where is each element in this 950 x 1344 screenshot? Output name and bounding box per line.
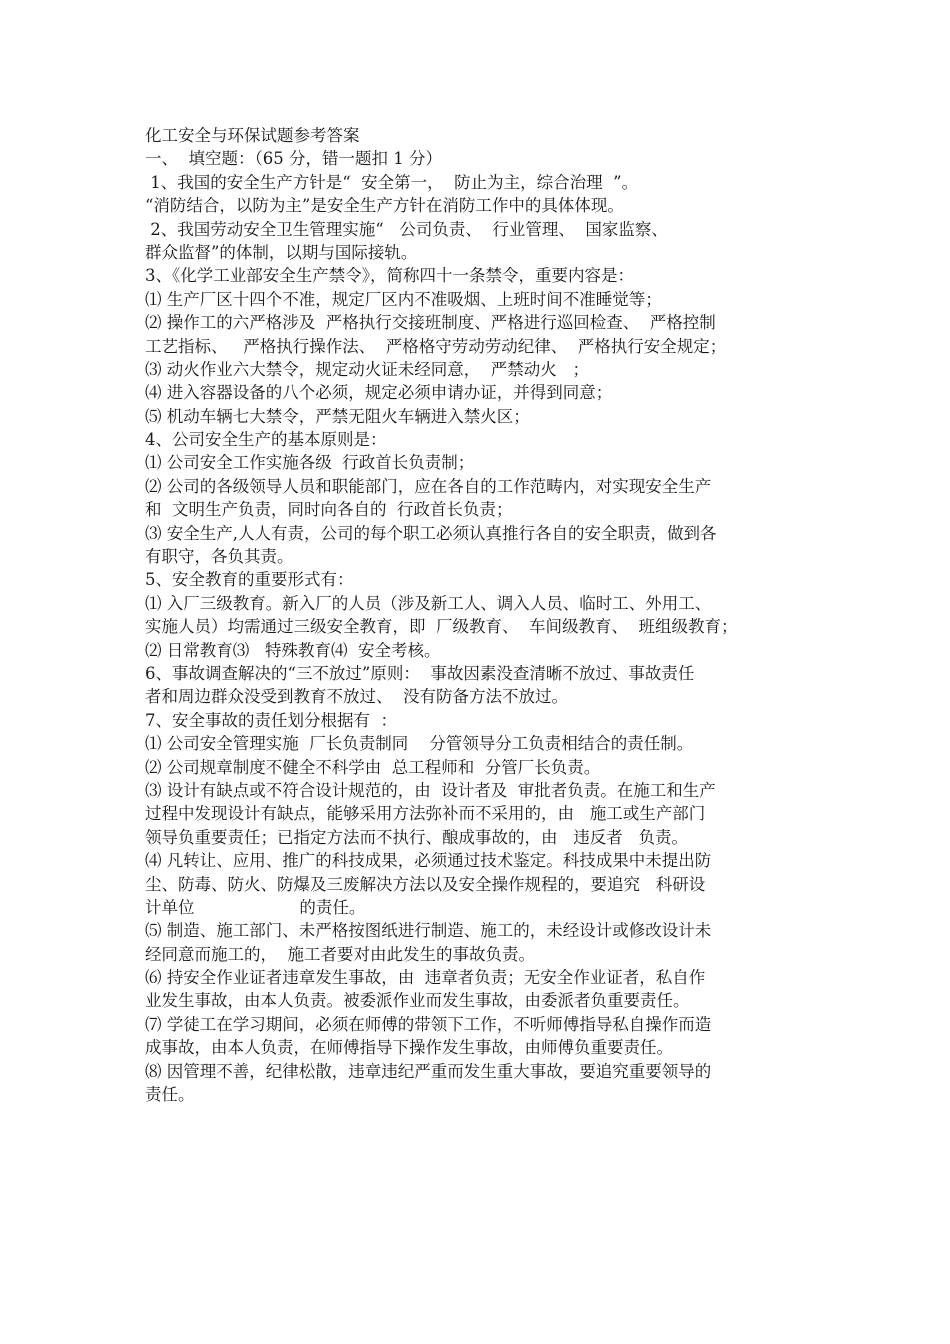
text-line: 尘、防毒、防火、防爆及三废解决方法以及安全操作规程的，要追究 科研设 xyxy=(145,874,706,894)
text-line: ⑻ 因管理不善，纪律松散，违章违纪严重而发生重大事故，要追究重要领导的 xyxy=(145,1061,712,1081)
document-page xyxy=(145,124,825,1106)
text-line: ⑶ 动火作业六大禁令，规定动火证未经同意， 严禁动火 ； xyxy=(145,359,589,379)
text-line: 者和周边群众没受到教育不放过、 没有防备方法不放过。 xyxy=(145,687,568,707)
text-line: ⑹ 持安全作业证者违章发生事故，由 违章者负责；无安全作业证者，私自作 xyxy=(145,968,706,988)
text-line: 1、我国的安全生产方针是“ 安全第一， 防止为主，综合治理 ”。 xyxy=(145,172,639,192)
text-line: 成事故，由本人负责，在师傅指导下操作发生事故，由师傅负重要责任。 xyxy=(145,1038,673,1058)
text-line: 5、安全教育的重要形式有： xyxy=(145,570,354,590)
text-line: 计单位 的责任。 xyxy=(145,897,366,917)
text-line: ⑵ 公司的各级领导人员和职能部门，应在各自的工作范畴内，对实现安全生产 xyxy=(145,476,712,496)
text-line: 有职守，各负其责。 xyxy=(145,547,294,567)
text-line: 过程中发现设计有缺点，能够采用方法弥补而不采用的，由 施工或生产部门 xyxy=(145,804,706,824)
text-line: ⑶ 安全生产,人人有责，公司的每个职工必须认真推行各自的安全职责，做到各 xyxy=(145,523,717,543)
text-line: 责任。 xyxy=(145,1085,195,1105)
text-line: 3、《化学工业部安全生产禁令》，简称四十一条禁令，重要内容是： xyxy=(145,266,634,286)
text-line: ⑺ 学徒工在学习期间，必须在师傅的带领下工作，不听师傅指导私自操作而造 xyxy=(145,1014,712,1034)
text-line: ⑸ 制造、施工部门、未严格按图纸进行制造、施工的，未经设计或修改设计未 xyxy=(145,921,712,941)
text-line: 群众监督”的体制，以期与国际接轨。 xyxy=(145,242,418,262)
text-line: 2、我国劳动安全卫生管理实施“ 公司负责、 行业管理、 国家监察、 xyxy=(145,219,668,239)
text-line: ⑷ 进入容器设备的八个必须，规定必须申请办证，并得到同意； xyxy=(145,383,613,403)
text-line: ⑸ 机动车辆七大禁令，严禁无阻火车辆进入禁火区； xyxy=(145,406,530,426)
text-line: 7、安全事故的责任划分根据有 ： xyxy=(145,710,397,730)
text-line: ⑴ 生产厂区十四个不准，规定厂区内不准吸烟、上班时间不准睡觉等； xyxy=(145,289,662,309)
text-line: 4、公司安全生产的基本原则是： xyxy=(145,430,387,450)
text-line: ⑴ 公司安全管理实施 厂长负责制同 分管领导分工负责相结合的责任制。 xyxy=(145,734,694,754)
text-line: ⑷ 凡转让、应用、推广的科技成果，必须通过技术鉴定。科技成果中未提出防 xyxy=(145,851,712,871)
text-line: ⑵ 日常教育⑶ 特殊教育⑷ 安全考核。 xyxy=(145,640,441,660)
text-line: 实施人员）均需通过三级安全教育，即 厂级教育、 车间级教育、 班组级教育； xyxy=(145,617,738,637)
text-line: ⑵ 操作工的六严格涉及 严格执行交接班制度、严格进行巡回检查、 严格控制 xyxy=(145,313,716,333)
text-line: ⑴ 公司安全工作实施各级 行政首长负责制； xyxy=(145,453,475,473)
text-line: 业发生事故，由本人负责。被委派作业而发生事故，由委派者负重要责任。 xyxy=(145,991,690,1011)
text-line: 6、事故调查解决的“三不放过”原则： 事故因素没查清晰不放过、事故责任 xyxy=(145,663,695,683)
text-line: ⑴ 入厂三级教育。新入厂的人员（涉及新工人、调入人员、临时工、外用工、 xyxy=(145,593,712,613)
section-heading: 一、 填空题：（65 分，错一题扣 1 分） xyxy=(145,149,442,169)
text-line: 和 文明生产负责，同时向各自的 行政首长负责； xyxy=(145,500,513,520)
text-line: 领导负重要责任；已指定方法而不执行、酿成事故的，由 违反者 负责。 xyxy=(145,827,688,847)
text-line: ⑵ 公司规章制度不健全不科学由 总工程师和 分管厂长负责。 xyxy=(145,757,601,777)
text-line: ⑶ 设计有缺点或不符合设计规范的，由 设计者及 审批者负责。在施工和生产 xyxy=(145,780,716,800)
document-title: 化工安全与环保试题参考答案 xyxy=(145,126,360,145)
text-line: “消防结合，以防为主”是安全生产方针在消防工作中的具体体现。 xyxy=(145,196,624,216)
text-line: 工艺指标、 严格执行操作法、 严格格守劳动劳动纪律、 严格执行安全规定； xyxy=(145,336,727,356)
text-line: 经同意而施工的， 施工者要对由此发生的事故负责。 xyxy=(145,944,535,964)
